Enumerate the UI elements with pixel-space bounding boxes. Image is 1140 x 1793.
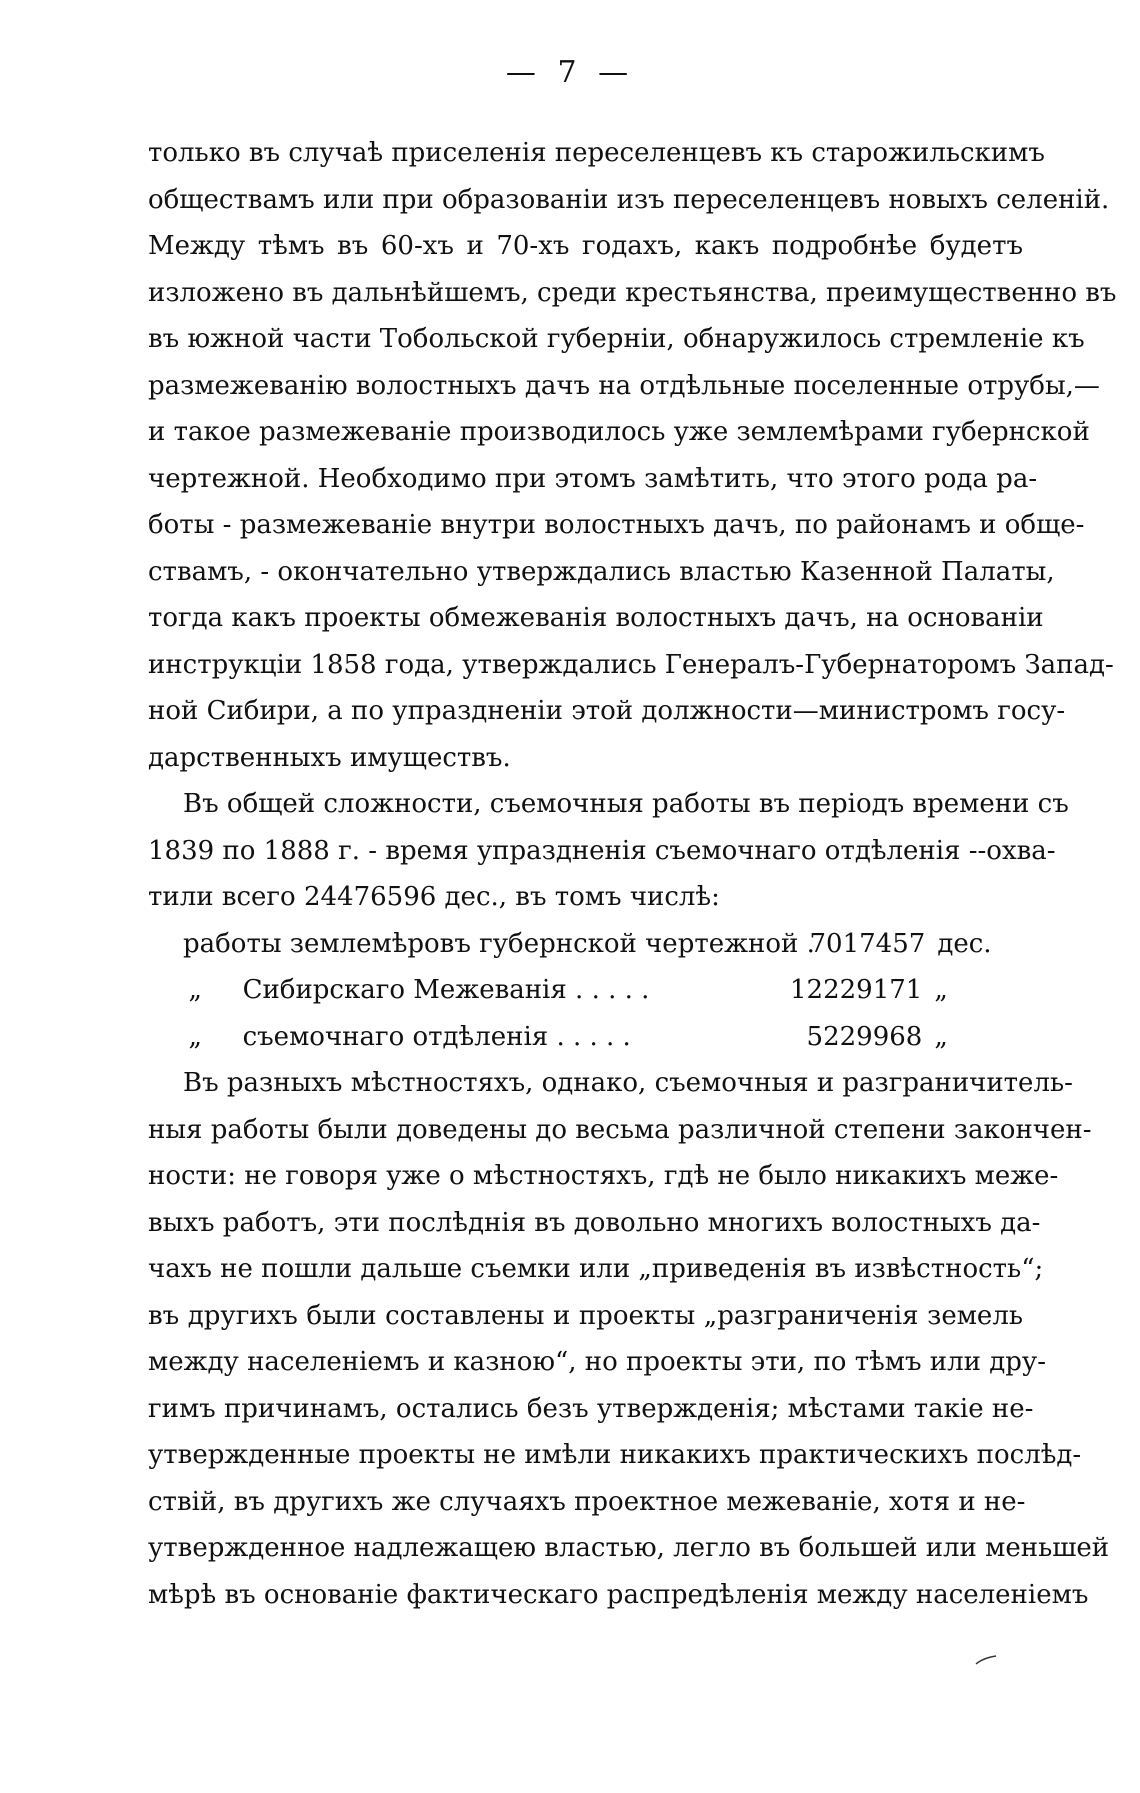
text-line: Въ разныхъ мѣстностяхъ, однако, съемочныя и разграничитель- bbox=[183, 1068, 1073, 1098]
text-line: ствамъ, - окончательно утверждались властью Казенной Палаты, bbox=[148, 556, 1055, 587]
text-line: размежеванію волостныхъ дачъ на отдѣльные поселенные отрубы,— bbox=[148, 370, 1100, 401]
ditto-mark: „ bbox=[188, 975, 203, 1005]
table-row bbox=[148, 921, 1023, 968]
text-line: только въ случаѣ приселенія переселенцевъ къ старожильскимъ bbox=[148, 138, 1045, 168]
row-unit: „ bbox=[934, 975, 948, 1005]
text-line: мѣрѣ въ основаніе фактическаго распредѣленія между населеніемъ bbox=[148, 1579, 1089, 1610]
text-line: ности: не говоря уже о мѣстностяхъ, гдѣ не было никакихъ меже- bbox=[148, 1161, 1059, 1191]
paragraph-3 bbox=[148, 1060, 1110, 1618]
text-line: ствій, въ другихъ же случаяхъ проектное межеваніе, хотя и не- bbox=[148, 1486, 1026, 1517]
row-unit: дес. bbox=[937, 928, 992, 959]
text-line: Между тѣмъ въ 60-хъ и 70-хъ годахъ, какъ подробнѣе будетъ bbox=[148, 231, 1023, 261]
text-line: боты - размежеваніе внутри волостныхъ дачъ, по районамъ и обще- bbox=[148, 510, 1085, 540]
text-line: утвержденные проекты не имѣли никакихъ практическихъ послѣд- bbox=[148, 1440, 1082, 1470]
text-line: между населеніемъ и казною“, но проекты эти, по тѣмъ или дру- bbox=[148, 1347, 1046, 1377]
text-line: инструкціи 1858 года, утверждались Генералъ-Губернаторомъ Запад- bbox=[148, 649, 1114, 680]
table-row bbox=[148, 967, 1023, 1014]
text-line: въ другихъ были составлены и проекты „разграниченія земель bbox=[148, 1300, 1023, 1331]
ink-mark bbox=[975, 1655, 997, 1665]
text-line: въ южной части Тобольской губерніи, обнаружилось стремленіе къ bbox=[148, 324, 1085, 354]
text-line: выхъ работъ, эти послѣднія въ довольно многихъ волостныхъ да- bbox=[148, 1207, 1041, 1238]
text-line: ныя работы были доведены до весьма различной степени закончен- bbox=[148, 1114, 1092, 1145]
row-unit: „ bbox=[934, 1021, 948, 1052]
text-line: Въ общей сложности, съемочныя работы въ періодъ времени съ bbox=[183, 789, 1069, 819]
text-line: обществамъ или при образованіи изъ переселенцевъ новыхъ селеній. bbox=[148, 184, 1110, 215]
text-line: утвержденное надлежащею властью, легло въ большей или меньшей bbox=[148, 1533, 1110, 1563]
row-value: 5229968 bbox=[806, 1021, 923, 1052]
page-number: — 7 — bbox=[505, 55, 635, 90]
text-line: чертежной. Необходимо при этомъ замѣтить, что этого рода ра- bbox=[148, 463, 1038, 494]
row-label: Сибирскаго Межеванія . . . . . bbox=[242, 975, 650, 1005]
ditto-mark: „ bbox=[188, 1021, 203, 1052]
row-value: 12229171 bbox=[790, 975, 923, 1005]
text-block bbox=[148, 130, 1117, 1618]
paragraph-2 bbox=[148, 781, 1069, 921]
text-line: чахъ не пошли дальше съемки или „приведенія въ извѣстность“; bbox=[148, 1254, 1044, 1284]
text-line: изложено въ дальнѣйшемъ, среди крестьянства, преимущественно въ bbox=[148, 277, 1117, 308]
table-row bbox=[148, 1014, 1023, 1061]
text-line: тили всего 24476596 дес., въ томъ числѣ: bbox=[148, 882, 720, 912]
text-line: ной Сибири, а по упраздненіи этой должности—министромъ госу- bbox=[148, 696, 1066, 726]
survey-totals-table bbox=[148, 921, 1023, 1061]
row-label: работы землемѣровъ губернской чертежной . bbox=[183, 928, 815, 959]
text-line: и такое размежеваніе производилось уже землемѣрами губернской bbox=[148, 417, 1090, 447]
paragraph-1 bbox=[148, 130, 1117, 781]
text-line: гимъ причинамъ, остались безъ утвержденія; мѣстами такіе не- bbox=[148, 1393, 1034, 1424]
text-line: тогда какъ проекты обмежеванія волостныхъ дачъ, на основаніи bbox=[148, 603, 1044, 633]
row-value: 7017457 bbox=[809, 928, 926, 959]
row-label: съемочнаго отдѣленія . . . . . bbox=[242, 1021, 631, 1052]
text-line: дарственныхъ имуществъ. bbox=[148, 742, 511, 773]
text-line: 1839 по 1888 г. - время упраздненія съемочнаго отдѣленія --охва- bbox=[148, 835, 1056, 866]
